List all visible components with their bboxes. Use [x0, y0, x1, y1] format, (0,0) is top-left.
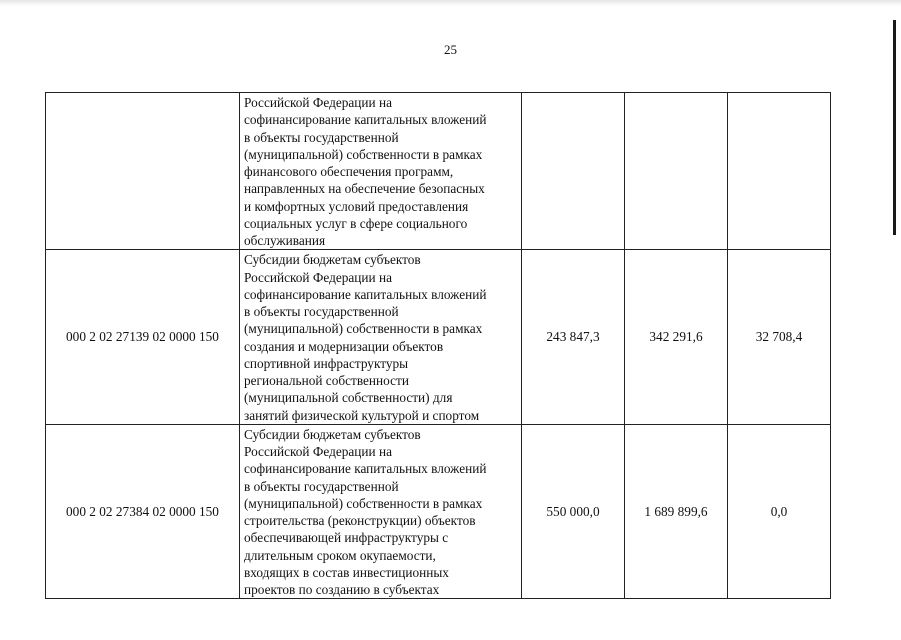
description-text: Субсидии бюджетам субъектов Российской Федерации на софинансирование капитальных вложений в объекты государственной (муниципальной) собственности в рамках создания и модернизации объектов спортивной инфраструктуры региональной собственности (муниципальной собственности) для занятий физической культурой и спортом — [244, 252, 487, 423]
value-cell-2 — [625, 93, 728, 250]
description-cell — [240, 424, 522, 599]
value-cell-2: 342 291,6 — [625, 250, 728, 425]
description-text: Субсидии бюджетам субъектов Российской Федерации на софинансирование капитальных вложений в объекты государственной (муниципальной) собственности в рамках строительства (реконструкции) объектов обеспечивающей инфраструктуры с длительным сроком окупаемости, входящих в состав инвестиционных проектов по созданию в субъектах — [244, 426, 487, 597]
budget-code-cell: 000 2 02 27384 02 0000 150 — [46, 424, 240, 599]
budget-code-cell: 000 2 02 27139 02 0000 150 — [46, 250, 240, 425]
value-cell-2: 1 689 899,6 — [625, 424, 728, 599]
table-row — [46, 250, 831, 425]
table-row — [46, 93, 831, 250]
description-cell — [240, 250, 522, 425]
budget-code-cell — [46, 93, 240, 250]
value-cell-3 — [728, 93, 831, 250]
description-cell — [240, 93, 522, 250]
value-cell-3: 0,0 — [728, 424, 831, 599]
value-cell-1 — [522, 93, 625, 250]
page-number: 25 — [444, 42, 457, 57]
value-cell-1: 550 000,0 — [522, 424, 625, 599]
scan-edge-top — [0, 0, 901, 6]
table-row — [46, 424, 831, 599]
value-cell-1: 243 847,3 — [522, 250, 625, 425]
budget-table — [45, 92, 831, 599]
value-cell-3: 32 708,4 — [728, 250, 831, 425]
description-text: Российской Федерации на софинансирование капитальных вложений в объекты государственной (муниципальной) собственности в рамках финансового обеспечения программ, направленных на обеспечение безопасных и комфортных условий предоставления социальных услуг в сфере социального обслуживания — [244, 95, 487, 248]
